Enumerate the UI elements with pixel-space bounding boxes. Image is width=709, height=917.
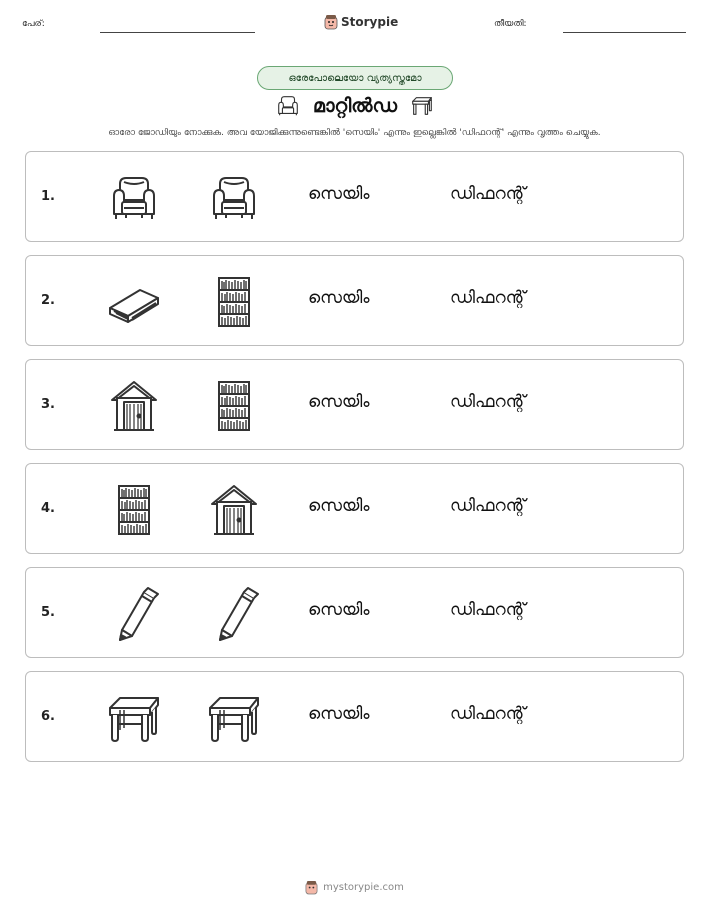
item-number: 1. — [41, 189, 55, 204]
pair-card — [25, 255, 684, 346]
storypie-mascot-icon — [305, 880, 318, 895]
subtitle-pill: ഒരേപോലെയോ വ്യത്യസ്തമോ — [257, 66, 453, 90]
name-label: പേര്: — [22, 19, 45, 29]
bookshelf-icon — [204, 274, 264, 330]
pair-card — [25, 567, 684, 658]
armchair-icon — [204, 170, 264, 226]
pair-card — [25, 151, 684, 242]
different-option[interactable]: ഡിഫറന്റ് — [450, 600, 526, 620]
date-label: തീയതി: — [494, 19, 527, 29]
pencil-icon — [204, 586, 264, 642]
different-option[interactable]: ഡിഫറന്റ് — [450, 496, 526, 516]
pair-card — [25, 359, 684, 450]
brand-logo — [324, 14, 398, 30]
bookshelf-icon — [104, 482, 164, 538]
same-option[interactable]: സെയിം — [308, 704, 370, 724]
instructions: ഓരോ ജോഡിയും നോക്കുക. അവ യോജിക്കുന്നുണ്ടെങ്കിൽ 'സെയിം' എന്നും ഇല്ലെങ്കിൽ 'ഡിഫറന്റ്' എന്നും വൃത്തം ചെയ്യുക. — [108, 128, 601, 138]
armchair-icon — [104, 170, 164, 226]
name-line — [100, 32, 255, 33]
item-number: 4. — [41, 501, 55, 516]
armchair-icon — [273, 93, 303, 119]
brand-name: Storypie — [341, 15, 399, 29]
item-number: 6. — [41, 709, 55, 724]
same-option[interactable]: സെയിം — [308, 392, 370, 412]
same-option[interactable]: സെയിം — [308, 496, 370, 516]
different-option[interactable]: ഡിഫറന്റ് — [450, 184, 526, 204]
book-icon — [104, 274, 164, 330]
footer-site[interactable]: mystorypie.com — [323, 882, 404, 893]
pencil-icon — [104, 586, 164, 642]
worksheet-title: മാറ്റിൽഡ — [312, 95, 398, 117]
storypie-mascot-icon — [324, 14, 338, 30]
item-number: 5. — [41, 605, 55, 620]
footer — [0, 880, 709, 895]
item-number: 3. — [41, 397, 55, 412]
stool-icon — [104, 690, 164, 746]
bookshelf-icon — [204, 378, 264, 434]
different-option[interactable]: ഡിഫറന്റ് — [450, 704, 526, 724]
pair-card — [25, 463, 684, 554]
same-option[interactable]: സെയിം — [308, 288, 370, 308]
title-row — [250, 92, 460, 120]
different-option[interactable]: ഡിഫറന്റ് — [450, 288, 526, 308]
stool-icon — [407, 93, 437, 119]
same-option[interactable]: സെയിം — [308, 600, 370, 620]
item-number: 2. — [41, 293, 55, 308]
different-option[interactable]: ഡിഫറന്റ് — [450, 392, 526, 412]
pair-card — [25, 671, 684, 762]
date-line — [563, 32, 686, 33]
same-option[interactable]: സെയിം — [308, 184, 370, 204]
shed-icon — [204, 482, 264, 538]
shed-icon — [104, 378, 164, 434]
stool-icon — [204, 690, 264, 746]
